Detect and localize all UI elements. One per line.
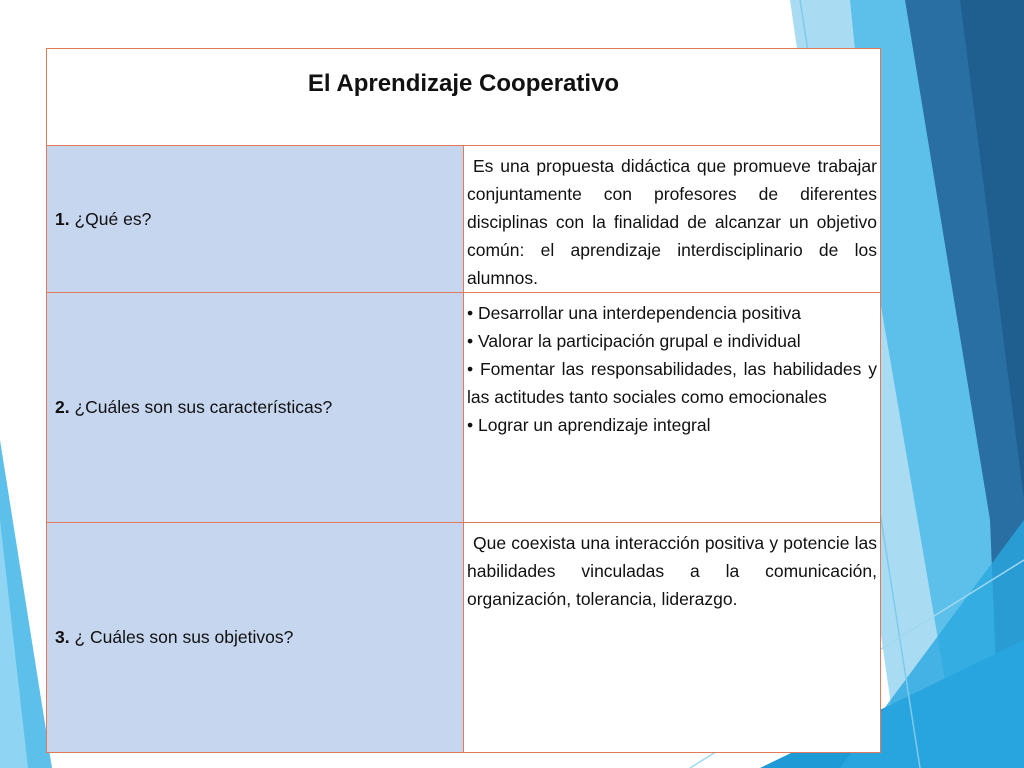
question-cell xyxy=(47,146,464,293)
list-item: • Desarrollar una interdependencia positiva xyxy=(467,303,801,323)
answer-text: Que coexista una interacción positiva y potencie las habilidades vinculadas a la comunicación, organización, tolerancia, liderazgo. xyxy=(467,533,877,609)
question-text: ¿Cuáles son sus características? xyxy=(74,397,333,417)
question-cell xyxy=(47,293,464,523)
table-row xyxy=(47,146,881,293)
answer-cell xyxy=(464,146,881,293)
question-number: 1. xyxy=(55,208,70,229)
answer-cell xyxy=(464,293,881,523)
question-text: ¿Qué es? xyxy=(74,208,152,229)
table-row xyxy=(47,293,881,523)
answer-text: Es una propuesta didáctica que promueve trabajar conjuntamente con profesores de diferentes disciplinas con la finalidad de alcanzar un objetivo común: el aprendizaje interdisciplinario de los alumnos. xyxy=(467,156,877,288)
title-row xyxy=(47,49,881,146)
question-cell xyxy=(47,523,464,753)
list-item: • Fomentar las responsabilidades, las habilidades y las actitudes tanto sociales como emocionales xyxy=(467,359,877,407)
list-item: • Lograr un aprendizaje integral xyxy=(467,415,711,435)
question-number: 3. xyxy=(55,627,70,647)
table-row xyxy=(47,523,881,753)
cooperative-learning-table xyxy=(46,48,881,753)
question-number: 2. xyxy=(55,397,70,417)
table-title: El Aprendizaje Cooperativo xyxy=(47,49,881,146)
answer-cell xyxy=(464,523,881,753)
characteristics-list xyxy=(467,299,877,439)
question-text: ¿ Cuáles son sus objetivos? xyxy=(74,627,294,647)
list-item: • Valorar la participación grupal e individual xyxy=(467,331,801,351)
